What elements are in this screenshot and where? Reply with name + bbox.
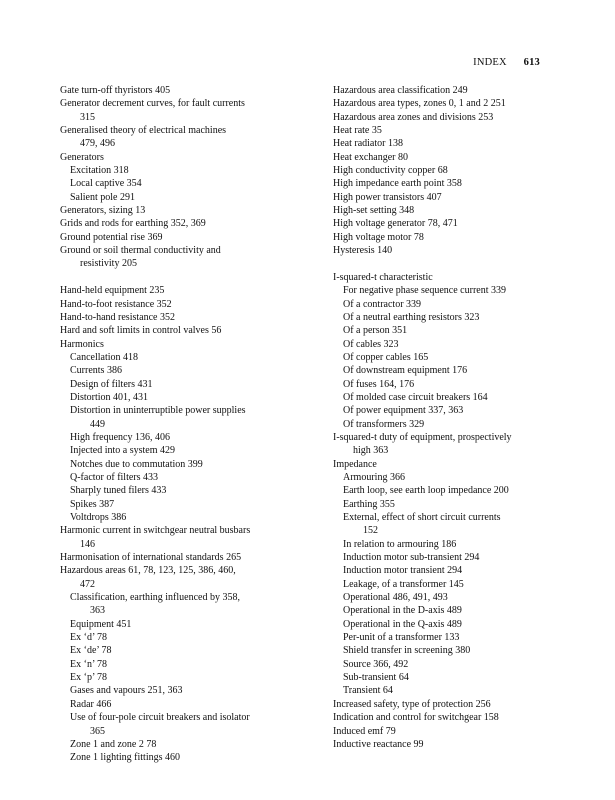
index-entry: Of fuses 164, 176 xyxy=(343,378,415,390)
index-entry: Per-unit of a transformer 133 xyxy=(343,632,460,644)
index-entry: 365 xyxy=(90,725,105,737)
index-entry: Hazardous area classification 249 xyxy=(333,85,468,96)
index-entry: Classification, earthing influenced by 358, xyxy=(70,592,240,604)
index-entry: Spikes 387 xyxy=(70,498,115,510)
index-entry: Radar 466 xyxy=(70,698,112,710)
index-column-left xyxy=(60,84,310,765)
index-entry: Hysteresis 140 xyxy=(333,245,393,257)
index-entry: Induction motor transient 294 xyxy=(343,565,463,577)
running-header xyxy=(473,57,540,68)
page-number: 613 xyxy=(523,57,540,68)
index-entry: Equipment 451 xyxy=(70,618,132,630)
index-entry: High voltage motor 78 xyxy=(333,231,424,243)
index-entry: Impedance xyxy=(333,458,377,470)
index-entry: I-squared-t duty of equipment, prospectively xyxy=(333,431,512,443)
index-entry: Hazardous area types, zones 0, 1 and 2 251 xyxy=(333,98,506,110)
index-entry: Zone 1 and zone 2 78 xyxy=(70,738,157,750)
index-entry: Hazardous areas 61, 78, 123, 125, 386, 460, xyxy=(60,565,236,577)
index-entry: High voltage generator 78, 471 xyxy=(333,218,458,230)
index-entry: Gate turn-off thyristors 405 xyxy=(60,85,171,96)
index-entry: 479, 496 xyxy=(80,138,115,150)
index-entry: Hard and soft limits in control valves 56 xyxy=(60,325,222,337)
index-entry: Hand-to-foot resistance 352 xyxy=(60,298,172,310)
index-entry: Gases and vapours 251, 363 xyxy=(70,685,183,697)
index-entry: I-squared-t characteristic xyxy=(333,271,433,283)
index-entry: Generator decrement curves, for fault currents xyxy=(60,98,245,110)
index-entry: Q-factor of filters 433 xyxy=(70,471,159,483)
index-entry: Voltdrops 386 xyxy=(70,512,127,523)
index-entry: High power transistors 407 xyxy=(333,191,442,203)
index-entry: Shield transfer in screening 380 xyxy=(343,645,471,657)
index-entry: Of cables 323 xyxy=(343,338,399,350)
index-entry: resistivity 205 xyxy=(80,258,137,270)
index-entry: Ex ‘de’ 78 xyxy=(70,645,112,657)
index-entry: Cancellation 418 xyxy=(70,351,139,363)
index-entry: Harmonisation of international standards 265 xyxy=(60,552,242,564)
index-entry: Of downstream equipment 176 xyxy=(343,365,468,377)
index-entry: Leakage, of a transformer 145 xyxy=(343,578,464,590)
index-entry: Currents 386 xyxy=(70,365,122,377)
index-entry: Generalised theory of electrical machines xyxy=(60,125,227,137)
index-entry: Operational in the D-axis 489 xyxy=(343,605,462,617)
index-entry: Ex ‘n’ 78 xyxy=(70,658,108,670)
index-entry: 472 xyxy=(80,578,95,590)
index-entry: Use of four-pole circuit breakers and isolator xyxy=(70,712,250,724)
index-entry: Transient 64 xyxy=(343,685,393,697)
index-entry: Grids and rods for earthing 352, 369 xyxy=(60,218,206,230)
index-entry: Harmonics xyxy=(60,338,104,350)
index-entry: External, effect of short circuit currents xyxy=(343,512,501,523)
index-entry: Distortion in uninterruptible power supplies xyxy=(70,405,246,417)
index-entry: Inductive reactance 99 xyxy=(333,738,424,750)
index-entry: Ex ‘d’ 78 xyxy=(70,632,108,644)
index-entry: Ground potential rise 369 xyxy=(60,231,163,243)
index-entry: Local captive 354 xyxy=(70,178,142,190)
index-entry: Design of filters 431 xyxy=(70,378,153,390)
index-entry: Hand-held equipment 235 xyxy=(60,285,165,297)
index-entry: Zone 1 lighting fittings 460 xyxy=(70,752,180,764)
index-entry: Of transformers 329 xyxy=(343,418,425,430)
index-entry: High-set setting 348 xyxy=(333,205,415,217)
index-entry: Of a person 351 xyxy=(343,325,408,337)
index-entry: High impedance earth point 358 xyxy=(333,178,462,190)
index-entry: Sub-transient 64 xyxy=(343,672,409,684)
index-entry: Earth loop, see earth loop impedance 200 xyxy=(343,485,509,497)
index-entry: Heat rate 35 xyxy=(333,125,382,137)
index-entry: 152 xyxy=(363,525,378,537)
index-entry: Indication and control for switchgear 158 xyxy=(333,712,499,724)
index-entry: Increased safety, type of protection 256 xyxy=(333,698,491,710)
index-entry: Ground or soil thermal conductivity and xyxy=(60,245,221,257)
index-entry: 449 xyxy=(90,418,105,430)
index-entry: For negative phase sequence current 339 xyxy=(343,285,506,297)
index-entry: Of a neutral earthing resistors 323 xyxy=(343,311,480,323)
index-entry: Induced emf 79 xyxy=(333,725,396,737)
index-entry: 363 xyxy=(90,605,105,617)
index-entry: Ex ‘p’ 78 xyxy=(70,672,108,684)
index-entry: Hazardous area zones and divisions 253 xyxy=(333,111,494,123)
index-entry: In relation to armouring 186 xyxy=(343,538,457,550)
index-entry: Of a contractor 339 xyxy=(343,298,422,310)
index-entry: Of power equipment 337, 363 xyxy=(343,405,464,417)
header-word: INDEX xyxy=(473,57,507,68)
index-entry: Induction motor sub-transient 294 xyxy=(343,552,480,564)
index-entry: Of copper cables 165 xyxy=(343,351,429,363)
index-entry: Salient pole 291 xyxy=(70,191,135,203)
index-entry: Source 366, 492 xyxy=(343,658,409,670)
index-entry: Earthing 355 xyxy=(343,498,395,510)
index-entry: Heat radiator 138 xyxy=(333,138,403,150)
index-entry: Hand-to-hand resistance 352 xyxy=(60,311,175,323)
index-entry: Heat exchanger 80 xyxy=(333,151,408,163)
index-entry: Operational 486, 491, 493 xyxy=(343,592,448,604)
index-entry: High frequency 136, 406 xyxy=(70,431,170,443)
index-entry: Of molded case circuit breakers 164 xyxy=(343,391,488,403)
index-entry: Injected into a system 429 xyxy=(70,445,175,457)
index-entry: Generators xyxy=(60,151,104,163)
index-entry: Harmonic current in switchgear neutral busbars xyxy=(60,525,251,537)
index-entry: Excitation 318 xyxy=(70,165,129,177)
index-entry: Notches due to commutation 399 xyxy=(70,458,203,470)
index-entry: Distortion 401, 431 xyxy=(70,391,149,403)
section-gap xyxy=(333,257,583,270)
index-entry: Armouring 366 xyxy=(343,471,405,483)
index-entry: Generators, sizing 13 xyxy=(60,205,146,217)
index-entry: Sharply tuned filers 433 xyxy=(70,485,167,497)
index-column-right xyxy=(333,84,583,751)
index-entry: high 363 xyxy=(353,445,389,457)
index-entry: 315 xyxy=(80,111,95,123)
index-entry: Operational in the Q-axis 489 xyxy=(343,618,462,630)
section-gap xyxy=(60,271,310,284)
index-entry: 146 xyxy=(80,538,95,550)
index-entry: High conductivity copper 68 xyxy=(333,165,448,177)
